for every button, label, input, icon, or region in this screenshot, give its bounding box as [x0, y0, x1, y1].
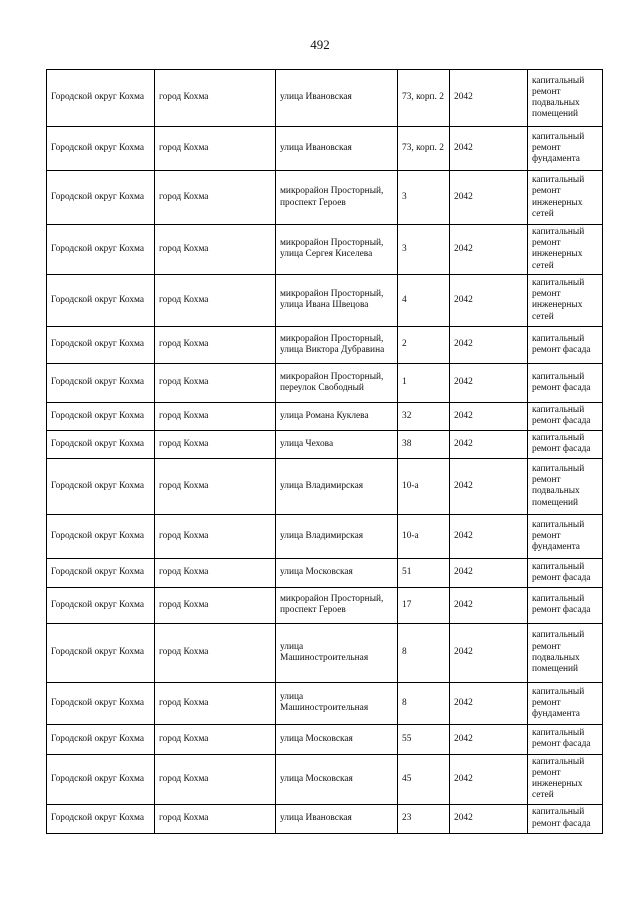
city-cell: город Кохма	[155, 804, 276, 833]
table-row	[47, 587, 603, 623]
house-number-cell: 10-а	[398, 514, 450, 558]
city-cell: город Кохма	[155, 363, 276, 402]
district-cell: Городской округ Кохма	[47, 127, 155, 171]
year-cell: 2042	[450, 326, 528, 363]
house-number-cell: 2	[398, 326, 450, 363]
year-cell: 2042	[450, 724, 528, 754]
district-cell: Городской округ Кохма	[47, 430, 155, 458]
table-row	[47, 458, 603, 514]
house-number-cell: 73, корп. 2	[398, 70, 450, 127]
house-number-cell: 55	[398, 724, 450, 754]
work-type-cell: капитальный ремонт фасада	[528, 587, 603, 623]
page-number: 492	[310, 37, 330, 52]
year-cell: 2042	[450, 363, 528, 402]
district-cell: Городской округ Кохма	[47, 326, 155, 363]
district-cell: Городской округ Кохма	[47, 804, 155, 833]
house-number-cell: 1	[398, 363, 450, 402]
street-cell: улица Владимирская	[276, 458, 398, 514]
table-row	[47, 402, 603, 430]
district-cell: Городской округ Кохма	[47, 558, 155, 587]
table-row	[47, 430, 603, 458]
house-number-cell: 45	[398, 754, 450, 804]
city-cell: город Кохма	[155, 430, 276, 458]
house-number-cell: 8	[398, 682, 450, 724]
street-cell: улица Машиностроительная	[276, 623, 398, 682]
work-type-cell: капитальный ремонт фундамента	[528, 682, 603, 724]
city-cell: город Кохма	[155, 623, 276, 682]
year-cell: 2042	[450, 558, 528, 587]
work-type-cell: капитальный ремонт фасада	[528, 558, 603, 587]
table-row	[47, 804, 603, 833]
city-cell: город Кохма	[155, 274, 276, 326]
district-cell: Городской округ Кохма	[47, 363, 155, 402]
house-number-cell: 32	[398, 402, 450, 430]
work-type-cell: капитальный ремонт инженерных сетей	[528, 171, 603, 225]
table-row	[47, 754, 603, 804]
street-cell: улица Владимирская	[276, 514, 398, 558]
work-type-cell: капитальный ремонт фундамента	[528, 127, 603, 171]
house-number-cell: 3	[398, 225, 450, 275]
district-cell: Городской округ Кохма	[47, 225, 155, 275]
year-cell: 2042	[450, 682, 528, 724]
table-row	[47, 274, 603, 326]
house-number-cell: 3	[398, 171, 450, 225]
district-cell: Городской округ Кохма	[47, 402, 155, 430]
work-type-cell: капитальный ремонт инженерных сетей	[528, 225, 603, 275]
work-type-cell: капитальный ремонт подвальных помещений	[528, 70, 603, 127]
table-row	[47, 682, 603, 724]
city-cell: город Кохма	[155, 682, 276, 724]
street-cell: улица Романа Куклева	[276, 402, 398, 430]
work-type-cell: капитальный ремонт фасада	[528, 430, 603, 458]
table-body	[47, 70, 603, 834]
district-cell: Городской округ Кохма	[47, 724, 155, 754]
year-cell: 2042	[450, 171, 528, 225]
table-row	[47, 171, 603, 225]
work-type-cell: капитальный ремонт инженерных сетей	[528, 274, 603, 326]
year-cell: 2042	[450, 754, 528, 804]
house-number-cell: 38	[398, 430, 450, 458]
year-cell: 2042	[450, 274, 528, 326]
house-number-cell: 51	[398, 558, 450, 587]
district-cell: Городской округ Кохма	[47, 754, 155, 804]
district-cell: Городской округ Кохма	[47, 274, 155, 326]
street-cell: улица Московская	[276, 724, 398, 754]
work-type-cell: капитальный ремонт фасада	[528, 326, 603, 363]
house-number-cell: 8	[398, 623, 450, 682]
street-cell: улица Ивановская	[276, 127, 398, 171]
house-number-cell: 23	[398, 804, 450, 833]
work-type-cell: капитальный ремонт подвальных помещений	[528, 458, 603, 514]
street-cell: улица Машиностроительная	[276, 682, 398, 724]
district-cell: Городской округ Кохма	[47, 458, 155, 514]
year-cell: 2042	[450, 430, 528, 458]
street-cell: микрорайон Просторный, улица Сергея Киселева	[276, 225, 398, 275]
district-cell: Городской округ Кохма	[47, 514, 155, 558]
table-row	[47, 225, 603, 275]
street-cell: микрорайон Просторный, улица Ивана Швецова	[276, 274, 398, 326]
house-number-cell: 73, корп. 2	[398, 127, 450, 171]
work-type-cell: капитальный ремонт фасада	[528, 804, 603, 833]
year-cell: 2042	[450, 402, 528, 430]
city-cell: город Кохма	[155, 127, 276, 171]
table-row	[47, 70, 603, 127]
district-cell: Городской округ Кохма	[47, 70, 155, 127]
city-cell: город Кохма	[155, 587, 276, 623]
house-number-cell: 4	[398, 274, 450, 326]
street-cell: улица Ивановская	[276, 70, 398, 127]
city-cell: город Кохма	[155, 724, 276, 754]
year-cell: 2042	[450, 458, 528, 514]
city-cell: город Кохма	[155, 70, 276, 127]
work-type-cell: капитальный ремонт фасада	[528, 402, 603, 430]
city-cell: город Кохма	[155, 558, 276, 587]
work-type-cell: капитальный ремонт фасада	[528, 724, 603, 754]
city-cell: город Кохма	[155, 458, 276, 514]
street-cell: микрорайон Просторный, переулок Свободный	[276, 363, 398, 402]
work-type-cell: капитальный ремонт подвальных помещений	[528, 623, 603, 682]
year-cell: 2042	[450, 623, 528, 682]
year-cell: 2042	[450, 587, 528, 623]
city-cell: город Кохма	[155, 326, 276, 363]
year-cell: 2042	[450, 127, 528, 171]
city-cell: город Кохма	[155, 754, 276, 804]
work-type-cell: капитальный ремонт фасада	[528, 363, 603, 402]
year-cell: 2042	[450, 804, 528, 833]
street-cell: улица Московская	[276, 558, 398, 587]
work-type-cell: капитальный ремонт фундамента	[528, 514, 603, 558]
table-row	[47, 514, 603, 558]
city-cell: город Кохма	[155, 225, 276, 275]
street-cell: микрорайон Просторный, проспект Героев	[276, 587, 398, 623]
table-row	[47, 724, 603, 754]
year-cell: 2042	[450, 225, 528, 275]
city-cell: город Кохма	[155, 514, 276, 558]
city-cell: город Кохма	[155, 402, 276, 430]
work-type-cell: капитальный ремонт инженерных сетей	[528, 754, 603, 804]
district-cell: Городской округ Кохма	[47, 682, 155, 724]
district-cell: Городской округ Кохма	[47, 623, 155, 682]
table-row	[47, 363, 603, 402]
house-number-cell: 17	[398, 587, 450, 623]
table-row	[47, 326, 603, 363]
street-cell: микрорайон Просторный, улица Виктора Дубравина	[276, 326, 398, 363]
table-row	[47, 623, 603, 682]
district-cell: Городской округ Кохма	[47, 587, 155, 623]
street-cell: микрорайон Просторный, проспект Героев	[276, 171, 398, 225]
table-row	[47, 127, 603, 171]
street-cell: улица Чехова	[276, 430, 398, 458]
house-number-cell: 10-а	[398, 458, 450, 514]
table-row	[47, 558, 603, 587]
year-cell: 2042	[450, 70, 528, 127]
year-cell: 2042	[450, 514, 528, 558]
city-cell: город Кохма	[155, 171, 276, 225]
district-cell: Городской округ Кохма	[47, 171, 155, 225]
street-cell: улица Ивановская	[276, 804, 398, 833]
repair-schedule-table	[46, 69, 603, 834]
street-cell: улица Московская	[276, 754, 398, 804]
